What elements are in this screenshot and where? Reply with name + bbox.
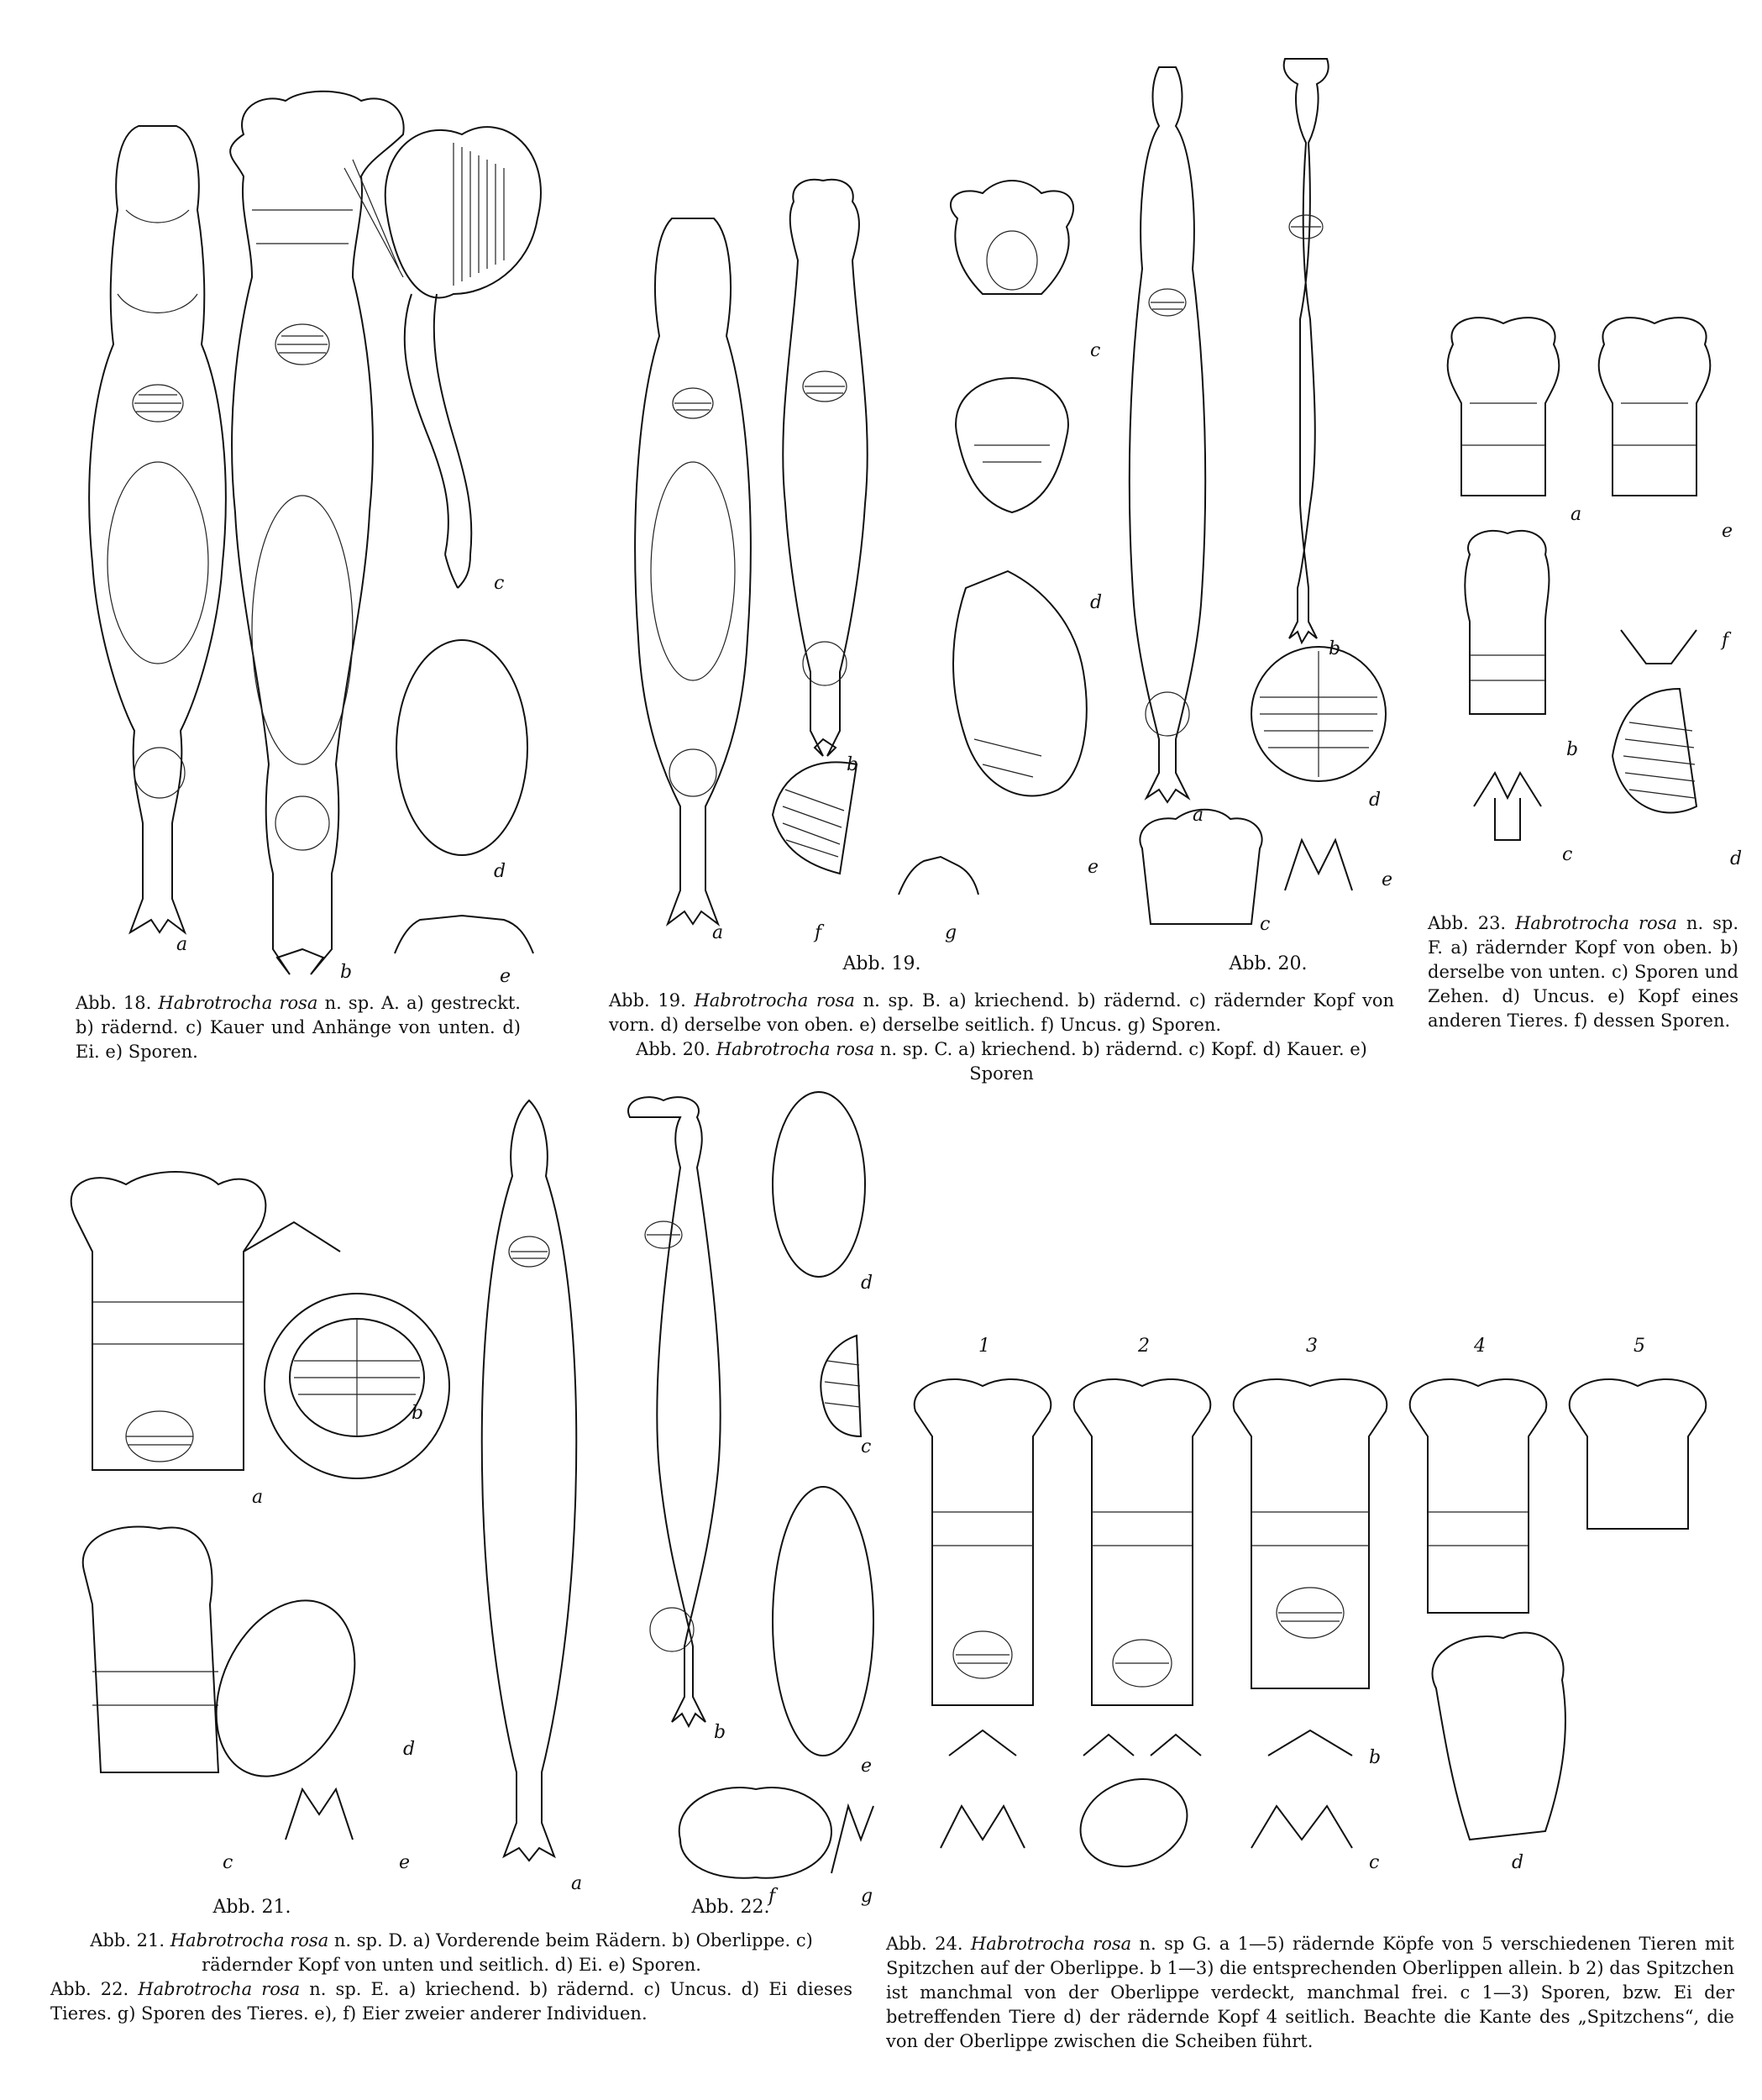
fig22-caption <box>50 1977 852 2026</box>
fig22-caption-text: n. sp. E. a) kriechend. b) rädernd. c) Uncus. d) Ei dieses Tieres. g) Sporen des Tieres. e), f) Eier zweier anderer Individuen. <box>50 1979 852 2024</box>
fig22-panel-letter-c: c <box>861 1436 872 1457</box>
fig23-caption-text: n. sp. F. a) rädernder Kopf von oben. b) derselbe von unten. c) Sporen und Zehen. d) Uncus. e) Kopf eines anderen Tieres. f) dessen Sporen. <box>1428 913 1738 1031</box>
fig19-caption-prefix: Abb. 19. <box>609 990 695 1011</box>
fig22-panel-letter-f: f <box>768 1886 776 1907</box>
fig20-spores-e-drawing <box>1285 840 1352 890</box>
fig23-spores-c-drawing <box>1474 773 1541 840</box>
figure-20 <box>1092 50 1411 941</box>
fig23-panel-letter-a: a <box>1571 504 1582 525</box>
figure-24 <box>899 1336 1738 1915</box>
fig24-panel-letter-b: b <box>1369 1747 1382 1768</box>
fig22-panel-letter-d: d <box>861 1273 873 1294</box>
fig24-egg-c2-drawing <box>1068 1765 1199 1881</box>
fig19-animal-b-drawing <box>783 180 868 756</box>
fig24-head-5-drawing <box>1570 1379 1707 1529</box>
fig24-caption-text: n. sp G. a 1—5) rädernde Köpfe von 5 verschiedenen Tieren mit Spitzchen auf der Oberlippe. b 1—3) die entsprechenden Oberlippen allein. b 2) das Spitzchen ist manchmal von der Oberlippe verdeckt, manchmal frei. c 1—3) Sporen, bzw. Ei der betreffenden Tiere d) der rädernde Kopf 4 seitlich. Beachte die Kante des „Spitzchens“, die von der Oberlippe zwischen die Scheiben führt. <box>886 1934 1734 2051</box>
fig23-caption <box>1428 911 1738 1033</box>
fig23-caption-prefix: Abb. 23. <box>1428 913 1516 933</box>
fig20-panel-letter-a: a <box>1193 805 1204 826</box>
fig24-panel-letter-d: d <box>1512 1852 1524 1873</box>
fig18-panel-letter-d: d <box>494 861 506 882</box>
fig18-panel-letter-c: c <box>494 573 505 594</box>
fig20-panel-letter-e: e <box>1382 869 1393 890</box>
fig20-panel-letter-b: b <box>1329 638 1341 659</box>
fig21-spores-e-drawing <box>286 1789 353 1840</box>
fig23-panel-letter-d: d <box>1730 848 1743 869</box>
fig24-caption <box>886 1932 1734 2054</box>
fig21-upper-lip-b-outline-drawing <box>244 1222 340 1252</box>
fig22-caption-prefix: Abb. 22. <box>50 1979 139 1999</box>
fig19-panel-letter-c: c <box>1090 340 1101 361</box>
fig21-title: Abb. 21. <box>212 1897 291 1918</box>
fig19-head-e-drawing <box>953 571 1087 796</box>
fig24-spores-c3-drawing <box>1251 1806 1352 1848</box>
figure-20-drawings <box>1092 50 1411 941</box>
fig20-title: Abb. 20. <box>1229 953 1308 974</box>
fig23-caption-species: Habrotrocha rosa <box>1515 913 1677 933</box>
fig23-uncus-d-drawing <box>1613 689 1696 813</box>
fig22-title: Abb. 22. <box>691 1897 770 1918</box>
fig19-20-caption <box>609 989 1394 1086</box>
fig21-22-caption <box>50 1929 852 2026</box>
fig22-panel-letter-b: b <box>714 1722 726 1743</box>
fig22-egg-e-drawing <box>773 1487 873 1756</box>
fig24-upper-lips-b-drawing <box>949 1730 1352 1756</box>
fig24-head-number-1: 1 <box>978 1336 990 1357</box>
fig19-panel-letter-b: b <box>847 754 859 775</box>
fig24-head-3-drawing <box>1234 1379 1387 1688</box>
fig24-caption-prefix: Abb. 24. <box>886 1934 971 1954</box>
fig21-caption-prefix: Abb. 21. <box>90 1930 170 1950</box>
fig24-head-2-drawing <box>1074 1379 1211 1705</box>
fig19-panel-letter-f: f <box>815 922 822 943</box>
fig21-caption <box>50 1929 852 1977</box>
fig24-head-4-drawing <box>1410 1379 1547 1613</box>
fig22-caption-species: Habrotrocha rosa <box>138 1979 301 1999</box>
figure-21-drawings <box>42 1134 395 1890</box>
fig22-animal-a-drawing <box>482 1100 576 1861</box>
fig19-panel-letter-g: g <box>945 922 957 943</box>
fig22-egg-d-drawing <box>773 1092 865 1277</box>
fig21-panel-letter-e: e <box>399 1852 411 1873</box>
fig22-spores-g-drawing <box>831 1806 873 1873</box>
fig23-head-e-drawing <box>1599 318 1711 496</box>
fig23-panel-letter-e: e <box>1722 521 1733 542</box>
figure-23-drawings <box>1428 302 1747 907</box>
fig20-caption-prefix: Abb. 20. <box>636 1039 716 1059</box>
fig19-caption <box>609 989 1394 1037</box>
fig24-head-d-drawing <box>1432 1633 1565 1840</box>
fig18-egg-d-drawing <box>396 640 527 855</box>
fig22-uncus-c-drawing <box>821 1336 861 1436</box>
fig23-spores-f-drawing <box>1621 630 1696 664</box>
fig20-mastax-d-drawing <box>1251 647 1386 781</box>
fig18-caption-prefix: Abb. 18. <box>76 993 159 1013</box>
fig19-head-d-drawing <box>956 378 1068 512</box>
fig22-panel-letter-g: g <box>861 1886 873 1907</box>
fig24-head-number-3: 3 <box>1306 1336 1318 1357</box>
fig18-caption-species: Habrotrocha rosa <box>158 993 318 1013</box>
fig21-caption-text: n. sp. D. a) Vorderende beim Rädern. b) Oberlippe. c) rädernder Kopf von unten und seitlich. d) Ei. e) Sporen. <box>202 1930 813 1975</box>
figure-22-drawings <box>437 1084 873 1915</box>
figure-22 <box>437 1084 873 1915</box>
fig24-panel-letter-c: c <box>1369 1852 1380 1873</box>
fig21-panel-letter-b: b <box>412 1403 424 1424</box>
fig19-panel-letter-e: e <box>1088 857 1099 878</box>
figure-19-drawings <box>588 168 1159 941</box>
fig21-panel-letter-a: a <box>252 1487 264 1508</box>
fig23-panel-letter-f: f <box>1722 630 1729 651</box>
figure-23 <box>1428 302 1747 907</box>
fig23-head-b-drawing <box>1465 531 1549 714</box>
fig23-head-a-drawing <box>1448 318 1560 496</box>
fig24-head-number-5: 5 <box>1634 1336 1645 1357</box>
fig21-head-c-drawing <box>83 1526 218 1772</box>
fig23-panel-letter-b: b <box>1566 739 1579 760</box>
fig22-egg-f-drawing <box>679 1788 831 1878</box>
fig19-head-c-drawing <box>951 181 1073 294</box>
fig18-caption <box>76 991 521 1064</box>
fig18-panel-letter-e: e <box>500 966 511 987</box>
fig20-animal-a-drawing <box>1130 67 1205 802</box>
fig18-panel-letter-a: a <box>176 934 188 955</box>
fig21-panel-letter-c: c <box>223 1852 233 1873</box>
fig18-animal-b-drawing <box>230 92 403 974</box>
fig18-panel-letter-b: b <box>340 962 353 983</box>
fig18-mastax-c-drawing <box>344 127 541 588</box>
fig19-caption-species: Habrotrocha rosa <box>694 990 855 1011</box>
fig20-caption-text: n. sp. C. a) kriechend. b) rädernd. c) Kopf. d) Kauer. e) Sporen <box>874 1039 1367 1084</box>
fig19-panel-letter-a: a <box>712 922 724 943</box>
fig21-upper-lip-b-drawing <box>265 1294 449 1478</box>
fig20-caption <box>609 1037 1394 1086</box>
fig18-caption-text: n. sp. A. a) gestreckt. b) rädernd. c) Kauer und Anhänge von unten. d) Ei. e) Sporen. <box>76 993 521 1062</box>
fig20-animal-b-drawing <box>1284 59 1329 643</box>
fig22-panel-letter-a: a <box>571 1873 583 1894</box>
fig24-head-1-drawing <box>915 1379 1051 1705</box>
fig20-head-c-drawing <box>1140 810 1261 924</box>
figure-19 <box>588 168 1159 941</box>
fig18-animal-a-drawing <box>89 126 226 932</box>
fig18-spores-e-drawing <box>395 916 533 953</box>
fig24-head-number-4: 4 <box>1474 1336 1486 1357</box>
fig19-caption-text: n. sp. B. a) kriechend. b) rädernd. c) rädernder Kopf von vorn. d) derselbe von oben. e) derselbe seitlich. f) Uncus. g) Sporen. <box>609 990 1394 1035</box>
fig22-animal-b-drawing <box>628 1097 721 1726</box>
figure-24-drawings <box>899 1336 1738 1915</box>
fig19-title: Abb. 19. <box>842 953 921 974</box>
figure-18-drawings <box>34 42 554 966</box>
fig21-head-a-drawing <box>71 1172 266 1470</box>
fig19-spores-g-drawing <box>899 857 978 895</box>
fig24-caption-species: Habrotrocha rosa <box>970 1934 1132 1954</box>
fig24-head-number-2: 2 <box>1138 1336 1150 1357</box>
fig20-caption-species: Habrotrocha rosa <box>716 1039 875 1059</box>
fig21-caption-species: Habrotrocha rosa <box>170 1930 329 1950</box>
figure-21 <box>42 1134 424 1890</box>
figure-18 <box>34 42 554 987</box>
fig22-panel-letter-e: e <box>861 1756 873 1777</box>
fig24-spores-c1-drawing <box>941 1806 1025 1848</box>
fig20-panel-letter-d: d <box>1369 790 1382 811</box>
fig20-panel-letter-c: c <box>1260 914 1271 935</box>
fig23-panel-letter-c: c <box>1562 844 1573 865</box>
fig21-panel-letter-d: d <box>403 1739 416 1760</box>
fig19-animal-a-drawing <box>635 218 751 924</box>
fig19-uncus-f-drawing <box>773 763 857 874</box>
fig19-panel-letter-d: d <box>1090 592 1103 613</box>
